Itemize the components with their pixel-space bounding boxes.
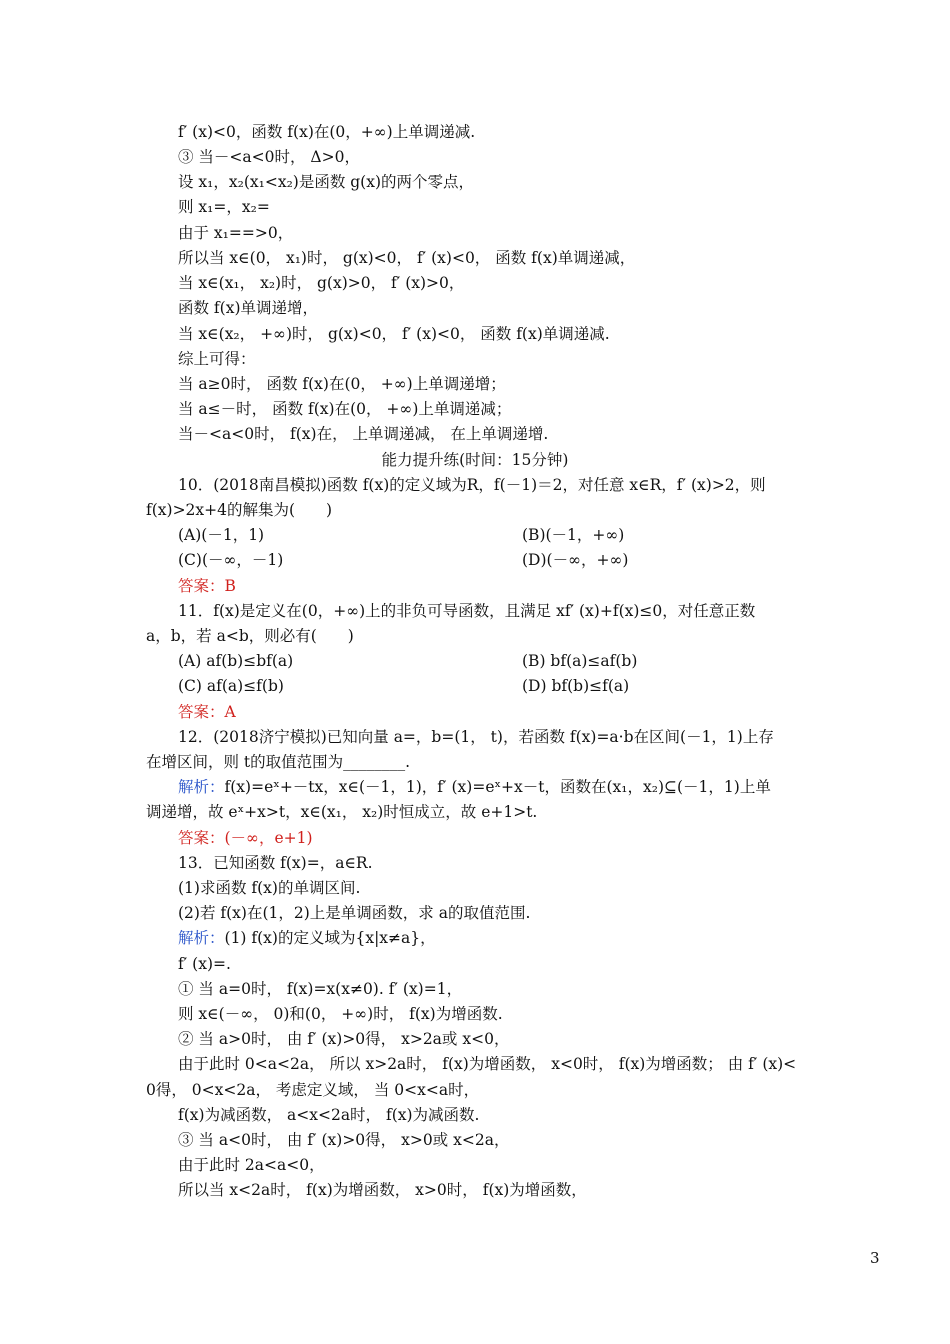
- option-b: (B) bf(a)≤af(b): [522, 652, 638, 670]
- analysis-text: (1) f(x)的定义域为{x|x≠a}，: [224, 929, 436, 947]
- answer-label: 答案：B: [178, 577, 236, 595]
- page-number: 3: [870, 1249, 880, 1267]
- option-d: (D)(－∞，+∞): [522, 551, 629, 569]
- section-title: 能力提升练(时间：15分钟): [381, 451, 569, 469]
- text-line: 当－<a<0时， f(x)在， 上单调递减， 在上单调递增.: [178, 425, 549, 443]
- analysis-label: 解析：: [178, 778, 225, 796]
- question-11-line: a，b，若 a<b，则必有( ): [146, 627, 354, 645]
- analysis-line: 0得， 0<x<2a， 考虑定义域， 当 0<x<a时，: [146, 1081, 480, 1099]
- option-b: (B)(－1，+∞): [522, 526, 625, 544]
- answer-label: 答案：(－∞，e+1): [178, 829, 313, 847]
- analysis-line: f′ (x)=.: [178, 955, 231, 973]
- text-line: 当 a≥0时， 函数 f(x)在(0， +∞)上单调递增；: [178, 375, 506, 393]
- question-10-line: 10．(2018南昌模拟)函数 f(x)的定义域为R，f(－1)＝2，对任意 x∈R，f′ (x)>2，则: [178, 476, 766, 494]
- option-c: (C) af(a)≤f(b): [178, 677, 284, 695]
- analysis-line: [178, 776, 771, 798]
- option-c: (C)(－∞，－1): [178, 551, 284, 569]
- question-11-line: 11．f(x)是定义在(0，+∞)上的非负可导函数，且满足 xf′ (x)+f(x)≤0，对任意正数: [178, 602, 756, 620]
- question-12-line: 在增区间，则 t的取值范围为________.: [146, 753, 411, 771]
- text-line: 函数 f(x)单调递增，: [178, 299, 319, 317]
- option-a: (A)(－1，1): [178, 526, 265, 544]
- analysis-label: 解析：: [178, 929, 225, 947]
- text-line: f′ (x)<0，函数 f(x)在(0，+∞)上单调递减.: [178, 123, 476, 141]
- answer-label: 答案：A: [178, 703, 236, 721]
- analysis-line: [178, 927, 436, 949]
- analysis-line: ① 当 a=0时， f(x)=x(x≠0). f′ (x)=1，: [178, 980, 463, 998]
- text-line: 综上可得：: [178, 350, 256, 368]
- analysis-line: 则 x∈(－∞， 0)和(0， +∞)时， f(x)为增函数.: [178, 1005, 503, 1023]
- question-13-part: (1)求函数 f(x)的单调区间.: [178, 879, 361, 897]
- question-10-line: f(x)>2x+4的解集为( ): [146, 501, 333, 519]
- analysis-line: 所以当 x<2a时， f(x)为增函数， x>0时， f(x)为增函数，: [178, 1181, 587, 1199]
- text-line: 则 x₁=，x₂=: [178, 198, 270, 216]
- text-line: ③ 当－<a<0时， Δ>0，: [178, 148, 360, 166]
- analysis-line: f(x)为减函数， a<x<2a时， f(x)为减函数.: [178, 1106, 480, 1124]
- text-line: 设 x₁，x₂(x₁<x₂)是函数 g(x)的两个零点，: [178, 173, 475, 191]
- analysis-line: ③ 当 a<0时， 由 f′ (x)>0得， x>0或 x<2a，: [178, 1131, 510, 1149]
- question-12-line: 12．(2018济宁模拟)已知向量 a=，b=(1， t)，若函数 f(x)=a·b在区间(－1，1)上存: [178, 728, 774, 746]
- question-13-line: 13．已知函数 f(x)=，a∈R.: [178, 854, 373, 872]
- text-line: 所以当 x∈(0， x₁)时， g(x)<0， f′ (x)<0， 函数 f(x)单调递减，: [178, 249, 636, 267]
- text-line: 当 a≤－时， 函数 f(x)在(0， +∞)上单调递减；: [178, 400, 512, 418]
- analysis-line: 调递增，故 eˣ+x>t，x∈(x₁， x₂)时恒成立，故 e+1>t.: [146, 803, 538, 821]
- text-line: 由于 x₁==>0，: [178, 224, 294, 242]
- option-d: (D) bf(b)≤f(a): [522, 677, 630, 695]
- text-line: 当 x∈(x₁， x₂)时， g(x)>0， f′ (x)>0，: [178, 274, 465, 292]
- question-13-part: (2)若 f(x)在(1，2)上是单调函数，求 a的取值范围.: [178, 904, 531, 922]
- option-a: (A) af(b)≤bf(a): [178, 652, 294, 670]
- text-line: 当 x∈(x₂， +∞)时， g(x)<0， f′ (x)<0， 函数 f(x)单调递减.: [178, 325, 610, 343]
- analysis-line: 由于此时 0<a<2a， 所以 x>2a时， f(x)为增函数， x<0时， f(x)为增函数； 由 f′ (x)<: [178, 1055, 797, 1073]
- analysis-line: ② 当 a>0时， 由 f′ (x)>0得， x>2a或 x<0，: [178, 1030, 510, 1048]
- analysis-text: f(x)=eˣ+－tx，x∈(－1，1)，f′ (x)=eˣ+x－t，函数在(x₁，x₂)⊆(－1，1)上单: [224, 778, 771, 796]
- analysis-line: 由于此时 2a<a<0，: [178, 1156, 325, 1174]
